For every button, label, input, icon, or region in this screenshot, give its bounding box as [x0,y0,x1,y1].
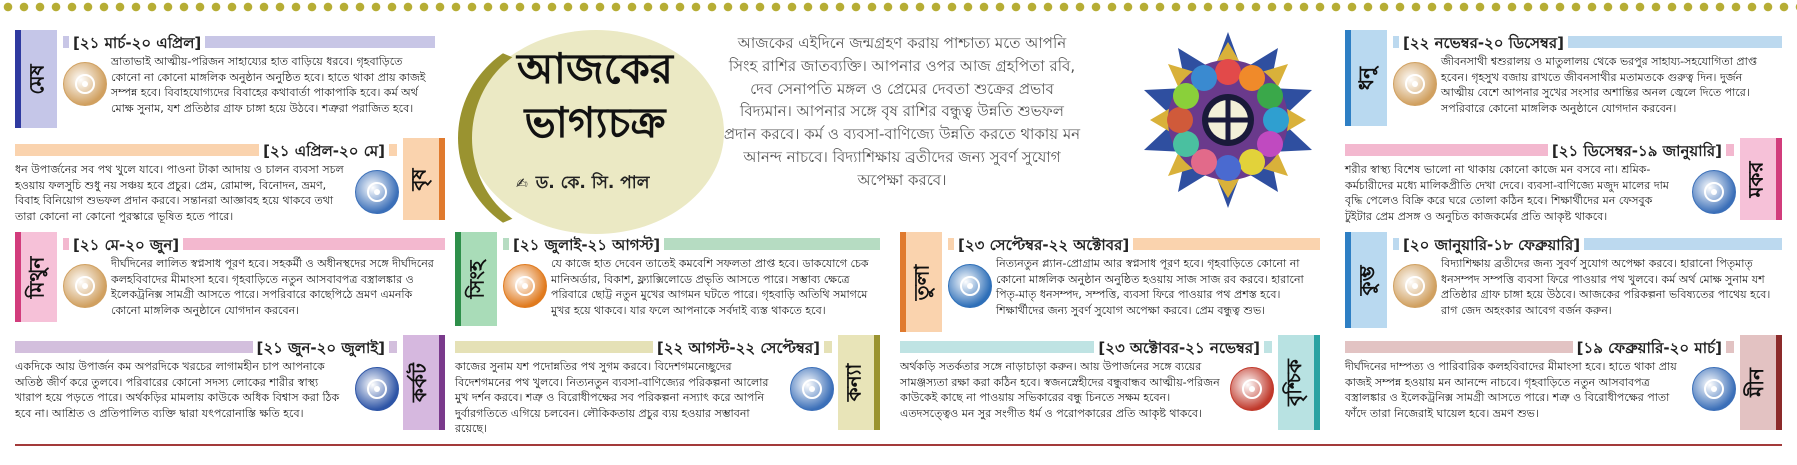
sign-prediction-text: দীর্ঘদিনের লালিত স্বপ্নসাধ পূরণ হবে। সহকর্মী ও অধীনস্থদের সঙ্গে দীর্ঘদিনের কলহবিবাদের মীমাংসা হবে। গৃহবাড়িতে নতুন আসবাবপত্র বস্ত্রালঙ্কার ও ইলেকট্রনিক্স সামগ্রী আসতে পারে। সপরিবারে কাছেপিঠে ভ্রমণ এমনকি কোনো মাঙ্গলিক অনুষ্ঠানে যোগদান করবেন। [111,257,434,317]
sign-card-taurus [15,138,445,223]
fish-icon [1692,367,1736,411]
sign-name: মিথুন [24,256,49,298]
sign-name: ধনু [1354,66,1379,90]
sign-date-range: [২৩ সেপ্টেম্বর-২২ অক্টোবর] [954,234,1133,259]
sign-prediction-text: জীবনসাথী শ্বশুরালয় ও মাতুলালয় থেকে ভরপুর সাহায্য-সহযোগিতা প্রাপ্ত হবেন। গৃহসুখ বজায় রাখতে জীবনসাথীর মতামতকে গুরুত্ব দিন। দুর্জন আত্মীয় বেশে আপনার সুখের সংসার অশান্তির অনল জ্বেলে দিতে পারে। সপরিবারে কোনো মাঙ্গলিক অনুষ্ঠানে যোগদান করবেন। [1441,55,1757,115]
sign-name-box [1351,232,1387,328]
sign-card-aries [15,30,435,128]
sign-card-leo [455,232,880,326]
water-bearer-icon [1393,264,1437,308]
sign-card-gemini [15,232,445,322]
zodiac-wheel-icon [1138,30,1318,210]
sign-name: কুম্ভ [1354,265,1379,295]
sign-date-range: [২১ মে-২০ জুন] [69,234,183,259]
sign-date-range: [১৯ ফেব্রুয়ারি-২০ মার্চ] [1573,337,1726,362]
sign-card-scorpio [900,335,1320,430]
sign-name: বৃশ্চিক [1281,359,1306,406]
sign-prediction-text: একদিকে আয় উপার্জন কম অপরদিকে খরচের লাগামহীন চাপ আপনাকে অতিষ্ঠ জীর্ণ করে তুলবে। পরিবারের কোনো সদস্য লোকের শারীর স্বাস্থ্য খারাপ হয়ে পড়তে পারে। অর্থকড়ির মামলায় কাউকে অধিক বিশ্বাস করা ঠিক হবে না। আশ্রিত ও প্রতিপালিত ব্যক্তি দ্বারা যৎপরোনাস্তি ক্ষতি হবে। [15,360,340,420]
sign-date-range: [২১ মার্চ-২০ এপ্রিল] [69,32,205,57]
sign-card-capricorn [1345,138,1782,223]
sign-name-box [1740,335,1776,430]
sign-name: সিংহ [464,259,489,299]
sign-name-box [906,232,942,332]
sign-prediction-text: দীর্ঘদিনের দাম্পত্য ও পারিবারিক কলহবিবাদের মীমাংসা হবে। হাতে থাকা প্রায় কাজই সম্পন্ন হওয়ায় মন আনন্দে নাচবে। গৃহবাড়িতে নতুন আসবাবপত্র বস্ত্রালঙ্কার ও ইলেকট্রনিক্স সামগ্রী আসতে পারে। শত্রু ও বিরোধীপক্ষের পাতা ফাঁদে তারা নিজেরাই ঘায়েল হবে। ভ্রমণ শুভ। [1345,360,1677,420]
sign-name: তুলা [909,264,934,300]
sign-date-range: [২১ জুন-২০ জুলাই] [253,337,390,362]
sign-name-box [21,232,57,322]
sign-card-sagittarius [1345,30,1782,126]
sign-accent-bar [1314,335,1320,430]
title-line-2: ভাগ্যচক্র [524,98,666,147]
sign-date-range: [২২ নভেম্বর-২০ ডিসেম্বর] [1399,32,1568,57]
page-title [490,42,700,150]
sign-date-range: [২১ জুলাই-২১ আগস্ট] [509,234,664,259]
scales-icon [948,264,992,308]
sign-date-range: [২২ আগস্ট-২২ সেপ্টেম্বর] [653,337,824,362]
sign-prediction-text: ভ্রাতাভাই আত্মীয়-পরিজন সাহায্যের হাত বাড়িয়ে ধরবে। গৃহবাড়িতে কোনো না কোনো মাঙ্গলিক অনুষ্ঠান অনুষ্ঠিত হবে। হাতে থাকা প্রায় কাজই সম্পন্ন হবে। বিবাহযোগ্যদের বিবাহের কথাবার্তা পাকাপাকি হবে। কর্ম অর্থ মোক্ষ সুনাম, যশ প্রতিষ্ঠার গ্রাফ চাঙ্গা হয়ে উঠবে। শত্রুরা পরাজিত হবে। [111,55,426,115]
sign-date-range: [২৩ অক্টোবর-২১ নভেম্বর] [1094,337,1264,362]
sign-name-box [1740,138,1776,220]
sign-prediction-text: কাজের সুনাম যশ পদোন্নতির পথ সুগম করবে। বিদেশগমনেচ্ছুদের বিদেশগমনের পথ খুলবে। নিত্যনতুন ব্যবসা-বাণিজ্যের পরিকল্পনা আলোর মুখ দর্শন করবে। শত্রু ও বিরোধীপক্ষের সব পরিকল্পনা নস্যাৎ করে আপনি দুর্বারগতিতে এগিয়ে চলবেন। লৌকিকতায় প্রচুর ব্যয় হওয়ার সম্ভাবনা রয়েছে। [455,360,769,435]
scorpion-icon [1230,367,1274,411]
dotted-border-top [0,0,1797,14]
sign-name-box [1351,30,1387,126]
sign-name: কর্কট [406,363,431,402]
sign-prediction-text: যে কাজে হাত দেবেন তাতেই কমবেশি সফলতা প্রাপ্ত হবে। ডাকযোগে চেক মানিঅর্ডার, বিকাশ, ফ্ল্যাক্সিলোডে প্রভৃতি আসতে পারে। সম্ভাব্য ক্ষেত্রে পরিবারে ছোট্ট নতুন মুখের আগমন ঘটতে পারে। গৃহবাড়ি অতিথি সমাগমে মুখর হয়ে থাকবে। যার ফলে আপনাকে সর্বদাই ব্যস্ত থাকতে হবে। [551,257,869,317]
sign-accent-bar [439,335,445,430]
sign-prediction-text: ধন উপার্জনের সব পথ খুলে যাবে। পাওনা টাকা আদায় ও চালন ব্যবসা সচল হওয়ায় ফলসুচি শুধু নয় সঞ্চয় হবে প্রচুর। প্রেম, রোমান্স, বিনোদন, ভ্রমণ, বিবাহ বিনিয়োগ শুভফল প্রদান করবে। সন্তানরা আজ্ঞাবহ হয়ে থাকবে তথা তারা কোনো না কোনো পুরস্কারে ভূষিত হতে পারে। [15,163,344,223]
pen-icon: ✍ [516,176,528,192]
maiden-icon [790,367,834,411]
sign-accent-bar [439,138,445,220]
sign-card-libra [900,232,1320,332]
bull-icon [355,170,399,214]
sign-accent-bar [1776,138,1782,220]
sign-name-box [838,335,874,430]
sign-prediction-text: নিত্যনতুন প্ল্যান-প্রোগ্রাম আর স্বপ্নসাধ পূরণ হবে। গৃহবাড়িতে কোনো না কোনো মাঙ্গলিক অনুষ্ঠান অনুষ্ঠিত হওয়ায় সাজ সাজ রব করবে। হারানো পিতৃ-মাতৃ ধনসম্পদ, সম্পত্তি, ব্যবসা ফিরে পাওয়ার পথ প্রশস্ত হবে। শিক্ষার্থীদের জন্য সুবর্ণ সুযোগ অপেক্ষা করবে। প্রেম বন্ধুত্ব শুভ। [996,257,1304,317]
sign-date-range: [২০ জানুয়ারি-১৮ ফেব্রুয়ারি] [1399,234,1584,259]
author-name: ড. কে. সি. পাল [535,173,650,193]
sign-name: মীন [1743,368,1768,397]
sign-date-range: [২১ ডিসেম্বর-১৯ জানুয়ারি] [1548,140,1726,165]
sign-card-aquarius [1345,232,1782,328]
sign-card-pisces [1345,335,1782,430]
author-line [516,170,649,198]
sign-name-box [403,138,439,220]
ram-icon [63,62,107,106]
crab-icon [355,367,399,411]
sign-name: বৃষ [406,167,431,191]
sign-name-box [21,30,57,128]
goat-icon [1692,170,1736,214]
sign-prediction-text: শরীর স্বাস্থ্য বিশেষ ভালো না থাকায় কোনো কাজে মন বসবে না। শ্রমিক-কর্মচারীদের মধ্যে মালিকপ্রীতি দেখা দেবে। ব্যবসা-বাণিজ্যে মজুদ মালের দাম বৃদ্ধি পেলেও বিক্রি করে ঘরে তোলা কঠিন হবে। শিক্ষার্থীদের মন ফেসবুক টুইটার প্রেম প্রসঙ্গ ও অনুচিত কাজকর্মের প্রতি আকৃষ্ট থাকবে। [1345,163,1669,223]
sign-date-range: [২১ এপ্রিল-২০ মে] [259,140,389,165]
title-line-1: আজকের [517,44,673,93]
sign-prediction-text: অর্থকড়ি সতর্কতার সঙ্গে নাড়াচাড়া করুন। আয় উপার্জনের সঙ্গে ব্যয়ের সামঞ্জস্যতা রক্ষা করা কঠিন হবে। স্বজনস্নেহীদের বন্ধুবান্ধব আত্মীয়-পরিজন কাউকেই কাছে না পাওয়ায় সভিকারের বন্ধু চিনতে সক্ষম হবেন। এতদসত্ত্বেও মন সুর সংগীত ধর্ম ও পরোপকারের প্রতি আকৃষ্ট থাকবে। [900,360,1220,420]
sign-card-cancer [15,335,445,430]
intro-paragraph: আজকের এইদিনে জন্মগ্রহণ করায় পাশ্চাত্য মতে আপনি সিংহ রাশির জাতব্যক্তি। আপনার ওপর আজ গ্রহপিতা রবি, দেব সেনাপতি মঙ্গল ও প্রেমের দেবতা শুক্রের প্রভাব বিদ্যমান। আপনার সঙ্গে বৃষ রাশির বন্ধুত্ব উন্নতি শুভফল প্রদান করবে। কর্ম ও ব্যবসা-বাণিজ্যে উন্নতি করতে থাকায় মন আনন্দ নাচবে। বিদ্যাশিক্ষায় ব্রতীদের জন্য সুবর্ণ সুযোগ অপেক্ষা করবে। [723,34,1081,189]
sign-prediction-text: বিদ্যাশিক্ষায় ব্রতীদের জন্য সুবর্ণ সুযোগ অপেক্ষা করবে। হারানো পিতৃমাতৃ ধনসম্পদ সম্পত্তি ব্যবসা ফিরে পাওয়ার পথ খুলবে। কর্ম অর্থ মোক্ষ সুনাম যশ প্রতিষ্ঠার গ্রাফ চাঙ্গা হয়ে উঠবে। আজকের পরিকল্পনা ভবিষ্যতের পাথেয় হবে। রাগ জেদ অহংকার আবেগ বর্জন করুন। [1441,257,1771,317]
bottom-rule [15,444,1782,446]
sign-name: কন্যা [841,363,866,402]
sign-accent-bar [1776,335,1782,430]
sign-name-box [403,335,439,430]
sign-name: মেষ [24,63,49,95]
sign-name-box [461,232,497,326]
sign-card-virgo [455,335,880,435]
sign-name: মকর [1743,160,1768,198]
archer-icon [1393,62,1437,106]
sign-accent-bar [874,335,880,430]
sign-name-box [1278,335,1314,430]
twins-icon [63,264,107,308]
lion-icon [503,264,547,308]
